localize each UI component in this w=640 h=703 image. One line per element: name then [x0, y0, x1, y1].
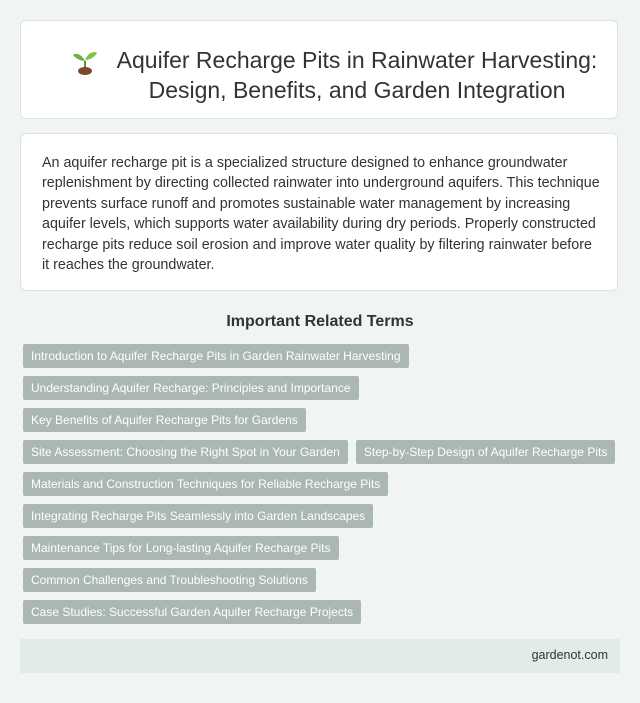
term-tag[interactable]: Key Benefits of Aquifer Recharge Pits for Gardens — [23, 408, 306, 432]
term-tag[interactable]: Introduction to Aquifer Recharge Pits in Garden Rainwater Harvesting — [23, 344, 409, 368]
footer-site-name[interactable]: gardenot.com — [531, 648, 608, 662]
title-card — [20, 20, 618, 119]
term-tag[interactable]: Maintenance Tips for Long-lasting Aquifer Recharge Pits — [23, 536, 339, 560]
term-tag[interactable]: Understanding Aquifer Recharge: Principles and Importance — [23, 376, 359, 400]
term-tag[interactable]: Materials and Construction Techniques for Reliable Recharge Pits — [23, 472, 388, 496]
term-tag[interactable]: Step-by-Step Design of Aquifer Recharge Pits — [356, 440, 615, 464]
intro-paragraph: An aquifer recharge pit is a specialized structure designed to enhance groundwater replenishment by directing collected rainwater into underground aquifers. This technique prevents surface runoff and promotes sustainable water management by increasing aquifer levels, which supports water availability during dry periods. Properly constructed recharge pits reduce soil erosion and improve water quality by filtering rainwater before it reaches the groundwater. — [42, 155, 600, 274]
page-title: Aquifer Recharge Pits in Rainwater Harvesting: Design, Benefits, and Garden Integration — [116, 47, 598, 103]
sprout-icon — [69, 45, 101, 75]
footer — [20, 639, 620, 673]
term-tag[interactable]: Integrating Recharge Pits Seamlessly into Garden Landscapes — [23, 504, 373, 528]
term-tag[interactable]: Case Studies: Successful Garden Aquifer Recharge Projects — [23, 600, 361, 624]
term-tag[interactable]: Site Assessment: Choosing the Right Spot in Your Garden — [23, 440, 348, 464]
term-tag[interactable]: Common Challenges and Troubleshooting Solutions — [23, 568, 316, 592]
intro-card — [20, 133, 618, 291]
related-terms-heading: Important Related Terms — [226, 313, 414, 330]
related-terms-list — [23, 344, 623, 632]
